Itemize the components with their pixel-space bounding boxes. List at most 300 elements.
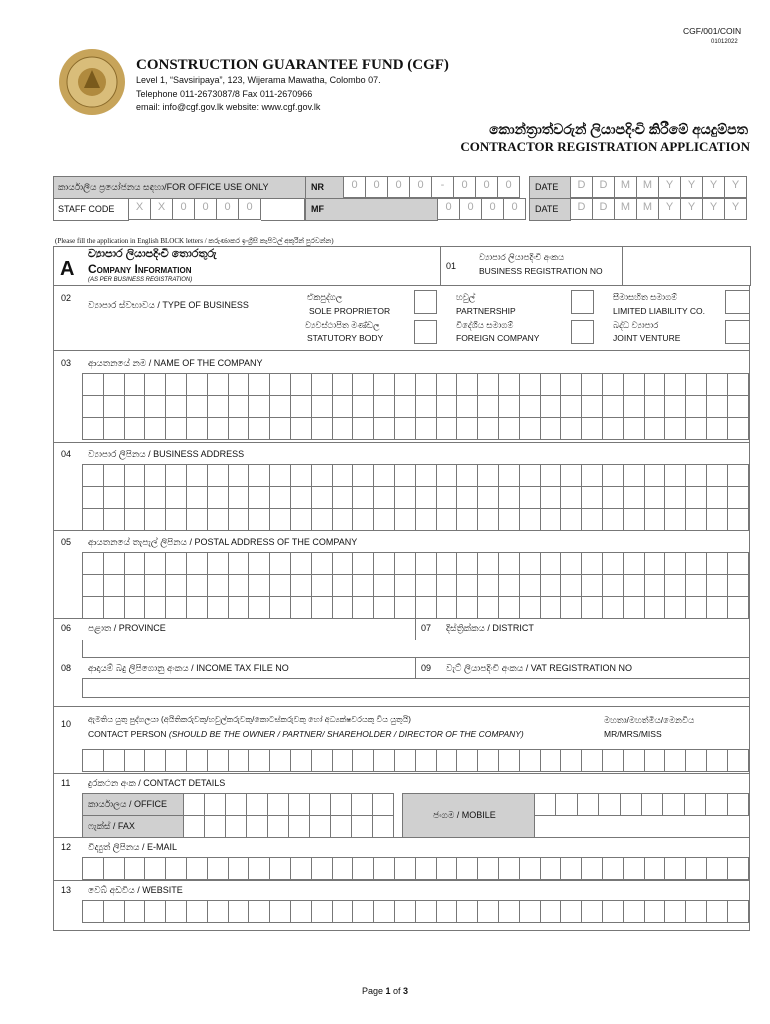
char-cell[interactable] — [249, 487, 270, 509]
char-cell[interactable] — [125, 509, 146, 531]
limited-liability-checkbox[interactable] — [725, 290, 750, 314]
char-cell[interactable] — [270, 418, 291, 440]
char-cell[interactable] — [291, 418, 312, 440]
char-cell[interactable] — [520, 509, 541, 531]
char-cell[interactable] — [686, 509, 707, 531]
nr-cell-6[interactable]: 0 — [454, 177, 476, 198]
char-cell[interactable] — [416, 553, 437, 575]
char-cell[interactable] — [312, 396, 333, 418]
char-cell[interactable] — [333, 901, 354, 923]
char-cell[interactable] — [645, 553, 666, 575]
char-cell[interactable] — [561, 858, 582, 880]
char-cell[interactable] — [541, 553, 562, 575]
char-cell[interactable] — [665, 575, 686, 597]
char-cell[interactable] — [437, 553, 458, 575]
char-cell[interactable] — [457, 374, 478, 396]
char-cell[interactable] — [437, 374, 458, 396]
char-cell[interactable] — [291, 750, 312, 772]
char-cell[interactable] — [728, 396, 749, 418]
char-cell[interactable] — [561, 553, 582, 575]
char-cell[interactable] — [624, 509, 645, 531]
digit-cell[interactable] — [289, 794, 310, 816]
mf-date-cell-2[interactable]: D — [593, 199, 615, 220]
char-cell[interactable] — [229, 597, 250, 619]
char-cell[interactable] — [603, 465, 624, 487]
char-cell[interactable] — [125, 374, 146, 396]
char-cell[interactable] — [582, 487, 603, 509]
char-cell[interactable] — [520, 418, 541, 440]
char-cell[interactable] — [520, 487, 541, 509]
char-cell[interactable] — [603, 750, 624, 772]
char-cell[interactable] — [208, 374, 229, 396]
char-cell[interactable] — [145, 901, 166, 923]
char-cell[interactable] — [645, 396, 666, 418]
char-cell[interactable] — [457, 418, 478, 440]
staff-code-cell-3[interactable]: 0 — [173, 199, 195, 220]
char-cell[interactable] — [520, 597, 541, 619]
char-cell[interactable] — [457, 553, 478, 575]
char-cell[interactable] — [374, 750, 395, 772]
char-cell[interactable] — [561, 487, 582, 509]
char-cell[interactable] — [374, 597, 395, 619]
char-cell[interactable] — [270, 509, 291, 531]
joint-venture-checkbox[interactable] — [725, 320, 750, 344]
char-cell[interactable] — [728, 465, 749, 487]
char-cell[interactable] — [645, 465, 666, 487]
char-cell[interactable] — [707, 487, 728, 509]
foreign-company-checkbox[interactable] — [571, 320, 594, 344]
char-cell[interactable] — [187, 509, 208, 531]
char-cell[interactable] — [312, 374, 333, 396]
char-cell[interactable] — [478, 575, 499, 597]
char-cell[interactable] — [582, 553, 603, 575]
char-cell[interactable] — [520, 750, 541, 772]
char-cell[interactable] — [665, 750, 686, 772]
char-cell[interactable] — [291, 858, 312, 880]
char-cell[interactable] — [582, 509, 603, 531]
char-cell[interactable] — [707, 374, 728, 396]
char-cell[interactable] — [416, 858, 437, 880]
char-cell[interactable] — [187, 465, 208, 487]
char-cell[interactable] — [104, 858, 125, 880]
char-cell[interactable] — [686, 487, 707, 509]
char-cell[interactable] — [603, 418, 624, 440]
char-cell[interactable] — [728, 597, 749, 619]
mf-date-cell-3[interactable]: M — [615, 199, 637, 220]
char-cell[interactable] — [187, 553, 208, 575]
char-cell[interactable] — [208, 487, 229, 509]
staff-code-cell-1[interactable]: X — [129, 199, 151, 220]
char-cell[interactable] — [457, 597, 478, 619]
char-cell[interactable] — [437, 509, 458, 531]
nr-cell-7[interactable]: 0 — [476, 177, 498, 198]
char-cell[interactable] — [166, 374, 187, 396]
char-cell[interactable] — [582, 750, 603, 772]
char-cell[interactable] — [353, 396, 374, 418]
char-cell[interactable] — [187, 575, 208, 597]
char-cell[interactable] — [499, 374, 520, 396]
char-cell[interactable] — [312, 487, 333, 509]
digit-cell[interactable] — [226, 794, 247, 816]
sole-proprietor-checkbox[interactable] — [414, 290, 437, 314]
nr-cell-8[interactable]: 0 — [498, 177, 520, 198]
char-cell[interactable] — [686, 597, 707, 619]
char-cell[interactable] — [541, 465, 562, 487]
digit-cell[interactable] — [578, 794, 599, 816]
char-cell[interactable] — [728, 553, 749, 575]
char-cell[interactable] — [520, 575, 541, 597]
business-reg-no-input[interactable] — [622, 246, 751, 286]
char-cell[interactable] — [478, 750, 499, 772]
char-cell[interactable] — [561, 901, 582, 923]
char-cell[interactable] — [520, 553, 541, 575]
char-cell[interactable] — [291, 465, 312, 487]
char-cell[interactable] — [478, 553, 499, 575]
mf-cell-3[interactable]: 0 — [482, 199, 504, 220]
digit-cell[interactable] — [373, 816, 394, 838]
office-date-cell-6[interactable]: Y — [681, 177, 703, 198]
office-date-cell-7[interactable]: Y — [703, 177, 725, 198]
char-cell[interactable] — [457, 465, 478, 487]
char-cell[interactable] — [457, 901, 478, 923]
char-cell[interactable] — [249, 418, 270, 440]
char-cell[interactable] — [229, 901, 250, 923]
char-cell[interactable] — [499, 465, 520, 487]
char-cell[interactable] — [686, 575, 707, 597]
char-cell[interactable] — [374, 858, 395, 880]
char-cell[interactable] — [291, 487, 312, 509]
char-cell[interactable] — [353, 575, 374, 597]
char-cell[interactable] — [457, 575, 478, 597]
char-cell[interactable] — [603, 858, 624, 880]
char-cell[interactable] — [728, 509, 749, 531]
char-cell[interactable] — [249, 553, 270, 575]
char-cell[interactable] — [145, 509, 166, 531]
partnership-checkbox[interactable] — [571, 290, 594, 314]
char-cell[interactable] — [728, 575, 749, 597]
char-cell[interactable] — [166, 553, 187, 575]
char-cell[interactable] — [333, 553, 354, 575]
contact-person-input[interactable] — [82, 749, 749, 772]
char-cell[interactable] — [374, 374, 395, 396]
char-cell[interactable] — [624, 858, 645, 880]
char-cell[interactable] — [541, 418, 562, 440]
char-cell[interactable] — [437, 858, 458, 880]
char-cell[interactable] — [603, 901, 624, 923]
char-cell[interactable] — [457, 396, 478, 418]
char-cell[interactable] — [125, 418, 146, 440]
staff-code-cell-5[interactable]: 0 — [217, 199, 239, 220]
nr-cell-4[interactable]: 0 — [410, 177, 432, 198]
char-cell[interactable] — [520, 465, 541, 487]
char-cell[interactable] — [686, 418, 707, 440]
char-cell[interactable] — [166, 418, 187, 440]
char-cell[interactable] — [561, 465, 582, 487]
mf-cell-1[interactable]: 0 — [438, 199, 460, 220]
char-cell[interactable] — [83, 509, 104, 531]
char-cell[interactable] — [104, 575, 125, 597]
char-cell[interactable] — [312, 418, 333, 440]
char-cell[interactable] — [374, 487, 395, 509]
char-cell[interactable] — [374, 396, 395, 418]
char-cell[interactable] — [166, 487, 187, 509]
char-cell[interactable] — [603, 597, 624, 619]
char-cell[interactable] — [187, 487, 208, 509]
char-cell[interactable] — [478, 487, 499, 509]
char-cell[interactable] — [145, 396, 166, 418]
char-cell[interactable] — [645, 750, 666, 772]
char-cell[interactable] — [624, 901, 645, 923]
digit-cell[interactable] — [184, 794, 205, 816]
char-cell[interactable] — [395, 374, 416, 396]
digit-cell[interactable] — [685, 794, 706, 816]
char-cell[interactable] — [478, 597, 499, 619]
char-cell[interactable] — [270, 374, 291, 396]
char-cell[interactable] — [395, 901, 416, 923]
char-cell[interactable] — [333, 750, 354, 772]
char-cell[interactable] — [686, 901, 707, 923]
char-cell[interactable] — [104, 553, 125, 575]
char-cell[interactable] — [83, 750, 104, 772]
char-cell[interactable] — [395, 418, 416, 440]
char-cell[interactable] — [478, 418, 499, 440]
digit-cell[interactable] — [310, 794, 331, 816]
char-cell[interactable] — [561, 575, 582, 597]
char-cell[interactable] — [665, 509, 686, 531]
char-cell[interactable] — [707, 396, 728, 418]
char-cell[interactable] — [166, 597, 187, 619]
char-cell[interactable] — [624, 465, 645, 487]
digit-cell[interactable] — [331, 794, 352, 816]
office-date-cell-8[interactable]: Y — [725, 177, 747, 198]
char-cell[interactable] — [395, 750, 416, 772]
char-cell[interactable] — [291, 396, 312, 418]
char-cell[interactable] — [229, 418, 250, 440]
digit-cell[interactable] — [535, 794, 556, 816]
char-cell[interactable] — [541, 396, 562, 418]
office-date-cell-2[interactable]: D — [593, 177, 615, 198]
digit-cell[interactable] — [184, 816, 205, 838]
char-cell[interactable] — [104, 418, 125, 440]
fax-input[interactable] — [183, 815, 394, 838]
char-cell[interactable] — [104, 509, 125, 531]
char-cell[interactable] — [333, 487, 354, 509]
char-cell[interactable] — [312, 858, 333, 880]
char-cell[interactable] — [561, 750, 582, 772]
char-cell[interactable] — [416, 509, 437, 531]
char-cell[interactable] — [603, 509, 624, 531]
char-cell[interactable] — [395, 858, 416, 880]
char-cell[interactable] — [187, 374, 208, 396]
char-cell[interactable] — [353, 509, 374, 531]
char-cell[interactable] — [166, 465, 187, 487]
char-cell[interactable] — [333, 396, 354, 418]
char-cell[interactable] — [333, 374, 354, 396]
char-cell[interactable] — [728, 487, 749, 509]
char-cell[interactable] — [686, 553, 707, 575]
char-cell[interactable] — [582, 465, 603, 487]
char-cell[interactable] — [520, 901, 541, 923]
char-cell[interactable] — [104, 750, 125, 772]
digit-cell[interactable] — [352, 816, 373, 838]
char-cell[interactable] — [333, 575, 354, 597]
char-cell[interactable] — [83, 575, 104, 597]
char-cell[interactable] — [83, 858, 104, 880]
digit-cell[interactable] — [556, 794, 577, 816]
char-cell[interactable] — [457, 858, 478, 880]
char-cell[interactable] — [416, 575, 437, 597]
char-cell[interactable] — [728, 750, 749, 772]
char-cell[interactable] — [645, 418, 666, 440]
char-cell[interactable] — [104, 597, 125, 619]
mf-date-cell-5[interactable]: Y — [659, 199, 681, 220]
char-cell[interactable] — [187, 597, 208, 619]
char-cell[interactable] — [541, 750, 562, 772]
char-cell[interactable] — [499, 597, 520, 619]
char-cell[interactable] — [541, 575, 562, 597]
char-cell[interactable] — [312, 509, 333, 531]
char-cell[interactable] — [353, 553, 374, 575]
digit-cell[interactable] — [247, 816, 268, 838]
char-cell[interactable] — [249, 750, 270, 772]
char-cell[interactable] — [582, 374, 603, 396]
char-cell[interactable] — [416, 396, 437, 418]
char-cell[interactable] — [541, 487, 562, 509]
char-cell[interactable] — [145, 575, 166, 597]
char-cell[interactable] — [83, 901, 104, 923]
char-cell[interactable] — [499, 509, 520, 531]
company-name-input[interactable] — [82, 373, 749, 440]
nr-cell-2[interactable]: 0 — [366, 177, 388, 198]
char-cell[interactable] — [249, 575, 270, 597]
char-cell[interactable] — [603, 575, 624, 597]
char-cell[interactable] — [665, 487, 686, 509]
char-cell[interactable] — [478, 858, 499, 880]
char-cell[interactable] — [229, 858, 250, 880]
char-cell[interactable] — [249, 509, 270, 531]
char-cell[interactable] — [665, 396, 686, 418]
char-cell[interactable] — [624, 575, 645, 597]
mf-cell-4[interactable]: 0 — [504, 199, 526, 220]
province-district-input[interactable] — [82, 640, 750, 658]
char-cell[interactable] — [125, 465, 146, 487]
char-cell[interactable] — [561, 597, 582, 619]
char-cell[interactable] — [478, 374, 499, 396]
nr-number-field[interactable] — [343, 176, 520, 198]
char-cell[interactable] — [83, 418, 104, 440]
char-cell[interactable] — [145, 465, 166, 487]
char-cell[interactable] — [645, 901, 666, 923]
char-cell[interactable] — [416, 901, 437, 923]
mf-date-cell-1[interactable]: D — [571, 199, 593, 220]
digit-cell[interactable] — [247, 794, 268, 816]
char-cell[interactable] — [582, 901, 603, 923]
digit-cell[interactable] — [268, 816, 289, 838]
char-cell[interactable] — [686, 750, 707, 772]
char-cell[interactable] — [249, 374, 270, 396]
char-cell[interactable] — [229, 750, 250, 772]
char-cell[interactable] — [686, 396, 707, 418]
char-cell[interactable] — [478, 509, 499, 531]
char-cell[interactable] — [187, 396, 208, 418]
char-cell[interactable] — [291, 509, 312, 531]
business-address-input[interactable] — [82, 464, 749, 531]
char-cell[interactable] — [645, 509, 666, 531]
char-cell[interactable] — [395, 396, 416, 418]
char-cell[interactable] — [437, 597, 458, 619]
char-cell[interactable] — [541, 374, 562, 396]
char-cell[interactable] — [374, 509, 395, 531]
char-cell[interactable] — [353, 487, 374, 509]
char-cell[interactable] — [312, 575, 333, 597]
char-cell[interactable] — [499, 901, 520, 923]
char-cell[interactable] — [104, 465, 125, 487]
char-cell[interactable] — [374, 553, 395, 575]
char-cell[interactable] — [333, 465, 354, 487]
char-cell[interactable] — [603, 553, 624, 575]
char-cell[interactable] — [478, 901, 499, 923]
char-cell[interactable] — [561, 418, 582, 440]
char-cell[interactable] — [333, 509, 354, 531]
office-date-field[interactable] — [570, 176, 747, 198]
digit-cell[interactable] — [599, 794, 620, 816]
char-cell[interactable] — [249, 901, 270, 923]
char-cell[interactable] — [333, 418, 354, 440]
char-cell[interactable] — [229, 465, 250, 487]
char-cell[interactable] — [624, 487, 645, 509]
digit-cell[interactable] — [642, 794, 663, 816]
char-cell[interactable] — [707, 418, 728, 440]
char-cell[interactable] — [437, 418, 458, 440]
char-cell[interactable] — [665, 374, 686, 396]
char-cell[interactable] — [416, 465, 437, 487]
mf-date-cell-7[interactable]: Y — [703, 199, 725, 220]
staff-code-cell-4[interactable]: 0 — [195, 199, 217, 220]
office-date-cell-4[interactable]: M — [637, 177, 659, 198]
mf-number-field[interactable] — [437, 198, 526, 220]
char-cell[interactable] — [166, 858, 187, 880]
char-cell[interactable] — [416, 374, 437, 396]
char-cell[interactable] — [353, 901, 374, 923]
digit-cell[interactable] — [268, 794, 289, 816]
char-cell[interactable] — [561, 396, 582, 418]
char-cell[interactable] — [416, 750, 437, 772]
char-cell[interactable] — [686, 858, 707, 880]
char-cell[interactable] — [291, 575, 312, 597]
char-cell[interactable] — [707, 750, 728, 772]
char-cell[interactable] — [395, 465, 416, 487]
char-cell[interactable] — [707, 465, 728, 487]
digit-cell[interactable] — [373, 794, 394, 816]
staff-code-field[interactable] — [128, 198, 261, 220]
char-cell[interactable] — [83, 597, 104, 619]
mf-date-cell-8[interactable]: Y — [725, 199, 747, 220]
char-cell[interactable] — [499, 858, 520, 880]
statutory-body-checkbox[interactable] — [414, 320, 437, 344]
char-cell[interactable] — [145, 418, 166, 440]
char-cell[interactable] — [603, 396, 624, 418]
char-cell[interactable] — [270, 487, 291, 509]
nr-cell-3[interactable]: 0 — [388, 177, 410, 198]
char-cell[interactable] — [166, 396, 187, 418]
digit-cell[interactable] — [728, 794, 749, 816]
char-cell[interactable] — [270, 597, 291, 619]
char-cell[interactable] — [624, 597, 645, 619]
char-cell[interactable] — [83, 465, 104, 487]
char-cell[interactable] — [582, 418, 603, 440]
digit-cell[interactable] — [310, 816, 331, 838]
char-cell[interactable] — [208, 750, 229, 772]
